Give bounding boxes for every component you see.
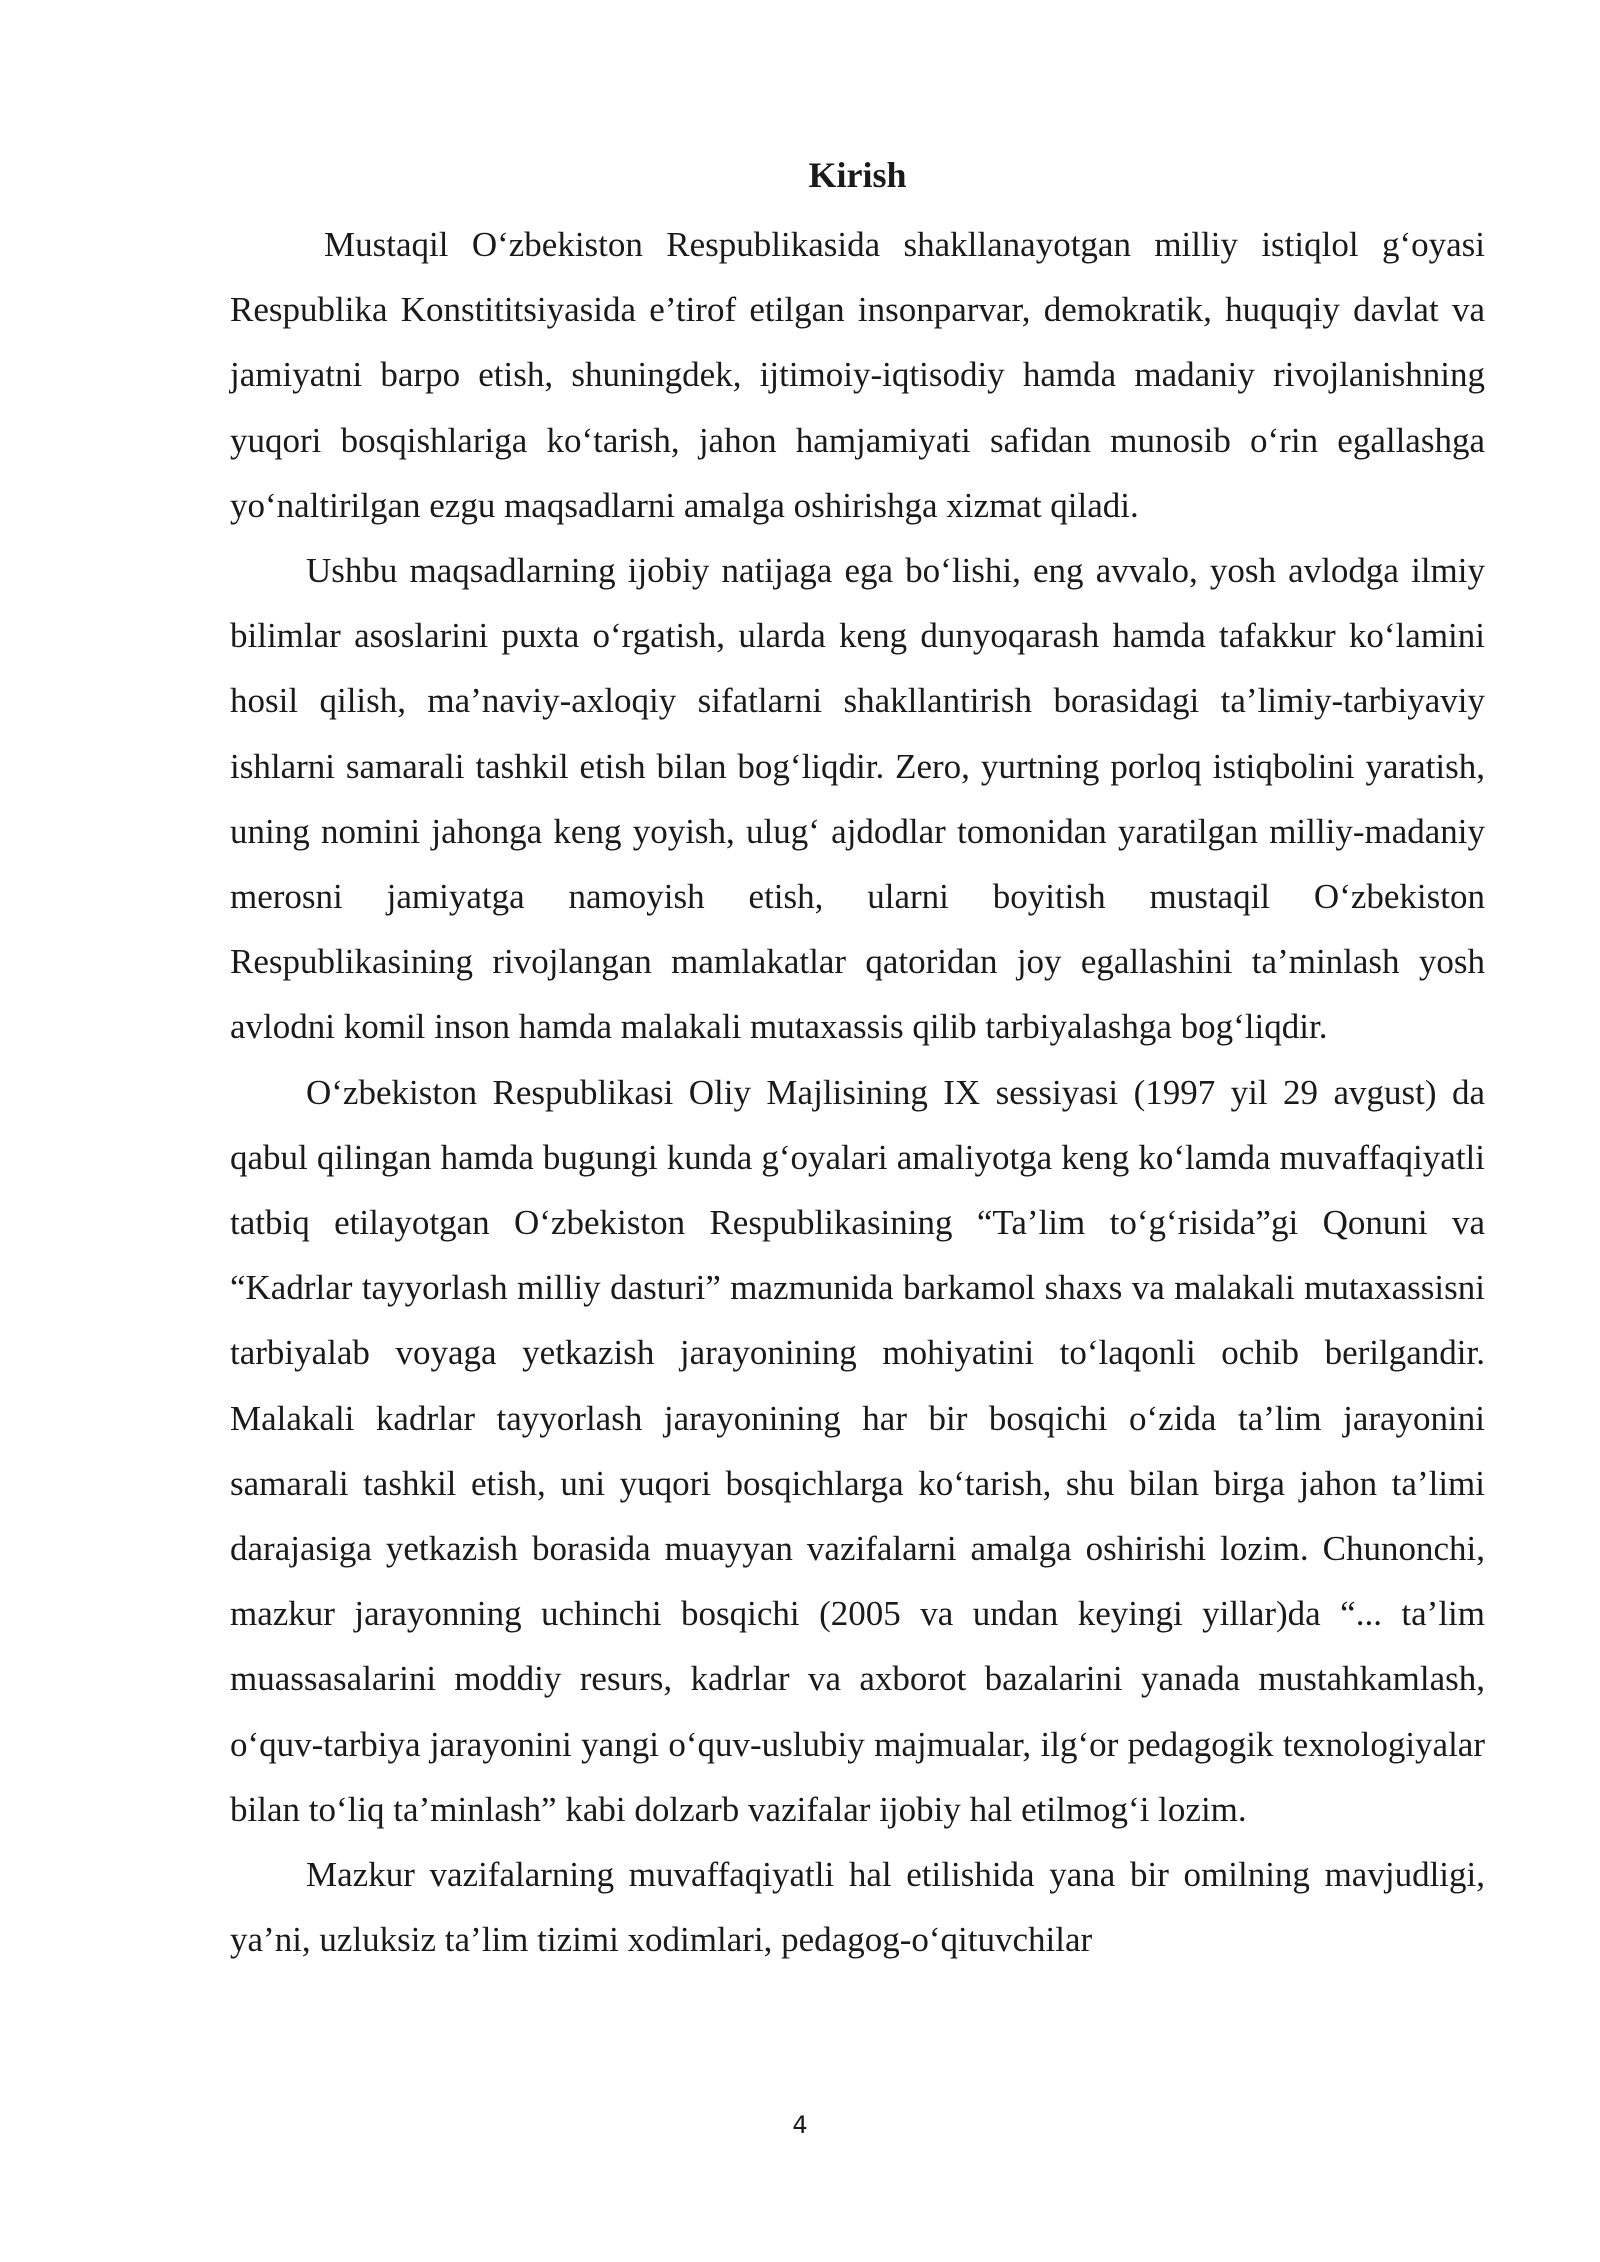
paragraph-1: Mustaqil O‘zbekiston Respublikasida shakllanayotgan milliy istiqlol g‘oyasi Respublika Konstititsiyasida e’tirof etilgan insonparvar, demokratik, huquqiy davlat va jamiyatni barpo etish, shuningdek, ijtimoiy-iqtisodiy hamda madaniy rivojlanishning yuqori bosqishlariga ko‘tarish, jahon hamjamiyati safidan munosib o‘rin egallashga yo‘naltirilgan ezgu maqsadlarni amalga oshirishga xizmat qiladi. <box>230 225 1485 525</box>
paragraph-4: Mazkur vazifalarning muvaffaqiyatli hal etilishida yana bir omilning mavjudligi, ya’ni, uzluksiz ta’lim tizimi xodimlari, pedagog-o‘qituvchilar <box>230 1855 1485 1960</box>
paragraph-3: O‘zbekiston Respublikasi Oliy Majlisining IX sessiyasi (1997 yil 29 avgust) da qabul qilingan hamda bugungi kunda g‘oyalari amaliyotga keng ko‘lamda muvaffaqiyatli tatbiq etilayotgan O‘zbekiston Respublikasining “Ta’lim to‘g‘risida”gi Qonuni va “Kadrlar tayyorlash milliy dasturi” mazmunida barkamol shaxs va malakali mutaxassisni tarbiyalab voyaga yetkazish jarayonining mohiyatini to‘laqonli ochib berilgandir. Malakali kadrlar tayyorlash jarayonining har bir bosqichi o‘zida ta’lim jarayonini samarali tashkil etish, uni yuqori bosqichlarga ko‘tarish, shu bilan birga jahon ta’limi darajasiga yetkazish borasida muayyan vazifalarni amalga oshirishi lozim. Chunonchi, mazkur jarayonning uchinchi bosqichi (2005 va undan keyingi yillar)da “... ta’lim muassasalarini moddiy resurs, kadrlar va axborot bazalarini yanada mustahkamlash, o‘quv-tarbiya jarayonini yangi o‘quv-uslubiy majmualar, ilg‘or pedagogik texnologiyalar bilan to‘liq ta’minlash” kabi dolzarb vazifalar ijobiy hal etilmog‘i lozim. <box>230 1072 1485 1829</box>
page-number: 4 <box>792 2111 808 2139</box>
page-title: Kirish <box>808 155 907 195</box>
body-text <box>230 212 1485 1972</box>
paragraph-2: Ushbu maqsadlarning ijobiy natijaga ega bo‘lishi, eng avvalo, yosh avlodga ilmiy bilimlar asoslarini puxta o‘rgatish, ularda keng dunyoqarash hamda tafakkur ko‘lamini hosil qilish, ma’naviy-axloqiy sifatlarni shakllantirish borasidagi ta’limiy-tarbiyaviy ishlarni samarali tashkil etish bilan bog‘liqdir. Zero, yurtning porloq istiqbolini yaratish, uning nomini jahonga keng yoyish, ulug‘ ajdodlar tomonidan yaratilgan milliy-madaniy merosni jamiyatga namoyish etish, ularni boyitish mustaqil O‘zbekiston Respublikasining rivojlangan mamlakatlar qatoridan joy egallashini ta’minlash yosh avlodni komil inson hamda malakali mutaxassis qilib tarbiyalashga bog‘liqdir. <box>230 551 1485 1047</box>
